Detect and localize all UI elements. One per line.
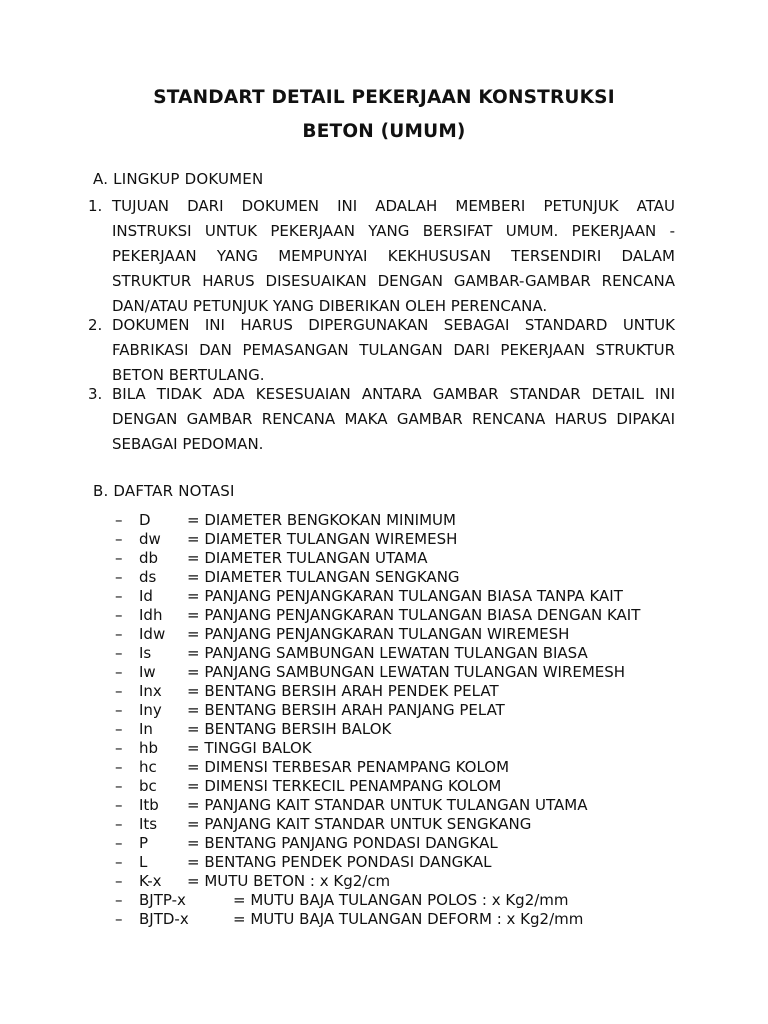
notation-dash: – bbox=[115, 910, 123, 928]
list-item-number: 3. bbox=[88, 385, 103, 403]
notation-symbol: db bbox=[139, 549, 159, 567]
notation-symbol: BJTD-x bbox=[139, 910, 189, 928]
notation-symbol: Is bbox=[139, 644, 152, 662]
list-item-line: PEKERJAAN YANG MEMPUNYAI KEKHUSUSAN TERSENDIRI DALAM bbox=[112, 247, 675, 265]
notation-symbol: L bbox=[139, 853, 148, 871]
notation-dash: – bbox=[115, 834, 123, 852]
notation-dash: – bbox=[115, 739, 123, 757]
notation-dash: – bbox=[115, 872, 123, 890]
notation-dash: – bbox=[115, 777, 123, 795]
notation-dash: – bbox=[115, 853, 123, 871]
notation-symbol: BJTP-x bbox=[139, 891, 186, 909]
notation-dash: – bbox=[115, 682, 123, 700]
notation-dash: – bbox=[115, 644, 123, 662]
list-item-line: INSTRUKSI UNTUK PEKERJAAN YANG BERSIFAT UMUM. PEKERJAAN - bbox=[112, 222, 675, 240]
notation-dash: – bbox=[115, 587, 123, 605]
notation-dash: – bbox=[115, 511, 123, 529]
notation-description: = DIMENSI TERBESAR PENAMPANG KOLOM bbox=[187, 758, 510, 776]
notation-description: = MUTU BETON : x Kg2/cm bbox=[187, 872, 391, 890]
notation-symbol: Iw bbox=[139, 663, 156, 681]
notation-description: = MUTU BAJA TULANGAN POLOS : x Kg2/mm bbox=[233, 891, 569, 909]
notation-symbol: Idh bbox=[139, 606, 163, 624]
notation-symbol: ds bbox=[139, 568, 157, 586]
list-item-line: SEBAGAI PEDOMAN. bbox=[112, 435, 264, 453]
notation-symbol: P bbox=[139, 834, 149, 852]
notation-description: = BENTANG BERSIH ARAH PANJANG PELAT bbox=[187, 701, 505, 719]
notation-description: = PANJANG SAMBUNGAN LEWATAN TULANGAN BIASA bbox=[187, 644, 588, 662]
notation-symbol: bc bbox=[139, 777, 157, 795]
section-b-heading: B. DAFTAR NOTASI bbox=[93, 482, 235, 500]
notation-dash: – bbox=[115, 758, 123, 776]
notation-description: = BENTANG PANJANG PONDASI DANGKAL bbox=[187, 834, 498, 852]
notation-symbol: Itb bbox=[139, 796, 159, 814]
notation-description: = PANJANG SAMBUNGAN LEWATAN TULANGAN WIREMESH bbox=[187, 663, 626, 681]
notation-description: = DIAMETER TULANGAN UTAMA bbox=[187, 549, 428, 567]
list-item-line: DOKUMEN INI HARUS DIPERGUNAKAN SEBAGAI STANDARD UNTUK bbox=[112, 316, 675, 334]
list-item-line: STRUKTUR HARUS DISESUAIKAN DENGAN GAMBAR-GAMBAR RENCANA bbox=[112, 272, 675, 290]
notation-description: = PANJANG PENJANGKARAN TULANGAN BIASA DENGAN KAIT bbox=[187, 606, 641, 624]
notation-symbol: hb bbox=[139, 739, 159, 757]
notation-symbol: Inx bbox=[139, 682, 162, 700]
notation-symbol: D bbox=[139, 511, 151, 529]
notation-dash: – bbox=[115, 701, 123, 719]
list-item-line: TUJUAN DARI DOKUMEN INI ADALAH MEMBERI PETUNJUK ATAU bbox=[112, 197, 675, 215]
list-item-number: 1. bbox=[88, 197, 103, 215]
notation-description: = BENTANG BERSIH BALOK bbox=[187, 720, 392, 738]
section-a-heading: A. LINGKUP DOKUMEN bbox=[93, 170, 264, 188]
notation-symbol: In bbox=[139, 720, 153, 738]
notation-dash: – bbox=[115, 549, 123, 567]
notation-dash: – bbox=[115, 796, 123, 814]
notation-symbol: hc bbox=[139, 758, 157, 776]
notation-dash: – bbox=[115, 891, 123, 909]
notation-symbol: Id bbox=[139, 587, 153, 605]
list-item-line: DAN/ATAU PETUNJUK YANG DIBERIKAN OLEH PERENCANA. bbox=[112, 297, 548, 315]
notation-symbol: Its bbox=[139, 815, 158, 833]
notation-description: = PANJANG KAIT STANDAR UNTUK TULANGAN UTAMA bbox=[187, 796, 588, 814]
notation-description: = PANJANG KAIT STANDAR UNTUK SENGKANG bbox=[187, 815, 532, 833]
notation-dash: – bbox=[115, 815, 123, 833]
list-item-line: BETON BERTULANG. bbox=[112, 366, 265, 384]
notation-description: = BENTANG PENDEK PONDASI DANGKAL bbox=[187, 853, 492, 871]
list-item-line: FABRIKASI DAN PEMASANGAN TULANGAN DARI PEKERJAAN STRUKTUR bbox=[112, 341, 675, 359]
notation-description: = DIAMETER TULANGAN SENGKANG bbox=[187, 568, 460, 586]
notation-symbol: Idw bbox=[139, 625, 166, 643]
list-item-line: DENGAN GAMBAR RENCANA MAKA GAMBAR RENCANA HARUS DIPAKAI bbox=[112, 410, 675, 428]
notation-description: = DIMENSI TERKECIL PENAMPANG KOLOM bbox=[187, 777, 502, 795]
notation-description: = BENTANG BERSIH ARAH PENDEK PELAT bbox=[187, 682, 499, 700]
notation-dash: – bbox=[115, 606, 123, 624]
list-item-line: BILA TIDAK ADA KESESUAIAN ANTARA GAMBAR STANDAR DETAIL INI bbox=[112, 385, 675, 403]
document-title-line-1: STANDART DETAIL PEKERJAAN KONSTRUKSI bbox=[153, 87, 615, 108]
notation-dash: – bbox=[115, 625, 123, 643]
notation-symbol: K-x bbox=[139, 872, 162, 890]
document-title-line-2: BETON (UMUM) bbox=[302, 121, 466, 142]
notation-description: = TINGGI BALOK bbox=[187, 739, 312, 757]
notation-dash: – bbox=[115, 720, 123, 738]
list-item-number: 2. bbox=[88, 316, 103, 334]
notation-dash: – bbox=[115, 530, 123, 548]
notation-description: = PANJANG PENJANGKARAN TULANGAN BIASA TANPA KAIT bbox=[187, 587, 623, 605]
notation-dash: – bbox=[115, 568, 123, 586]
notation-dash: – bbox=[115, 663, 123, 681]
notation-description: = MUTU BAJA TULANGAN DEFORM : x Kg2/mm bbox=[233, 910, 584, 928]
notation-description: = DIAMETER TULANGAN WIREMESH bbox=[187, 530, 458, 548]
notation-symbol: dw bbox=[139, 530, 161, 548]
notation-description: = DIAMETER BENGKOKAN MINIMUM bbox=[187, 511, 456, 529]
notation-symbol: Iny bbox=[139, 701, 162, 719]
notation-description: = PANJANG PENJANGKARAN TULANGAN WIREMESH bbox=[187, 625, 570, 643]
